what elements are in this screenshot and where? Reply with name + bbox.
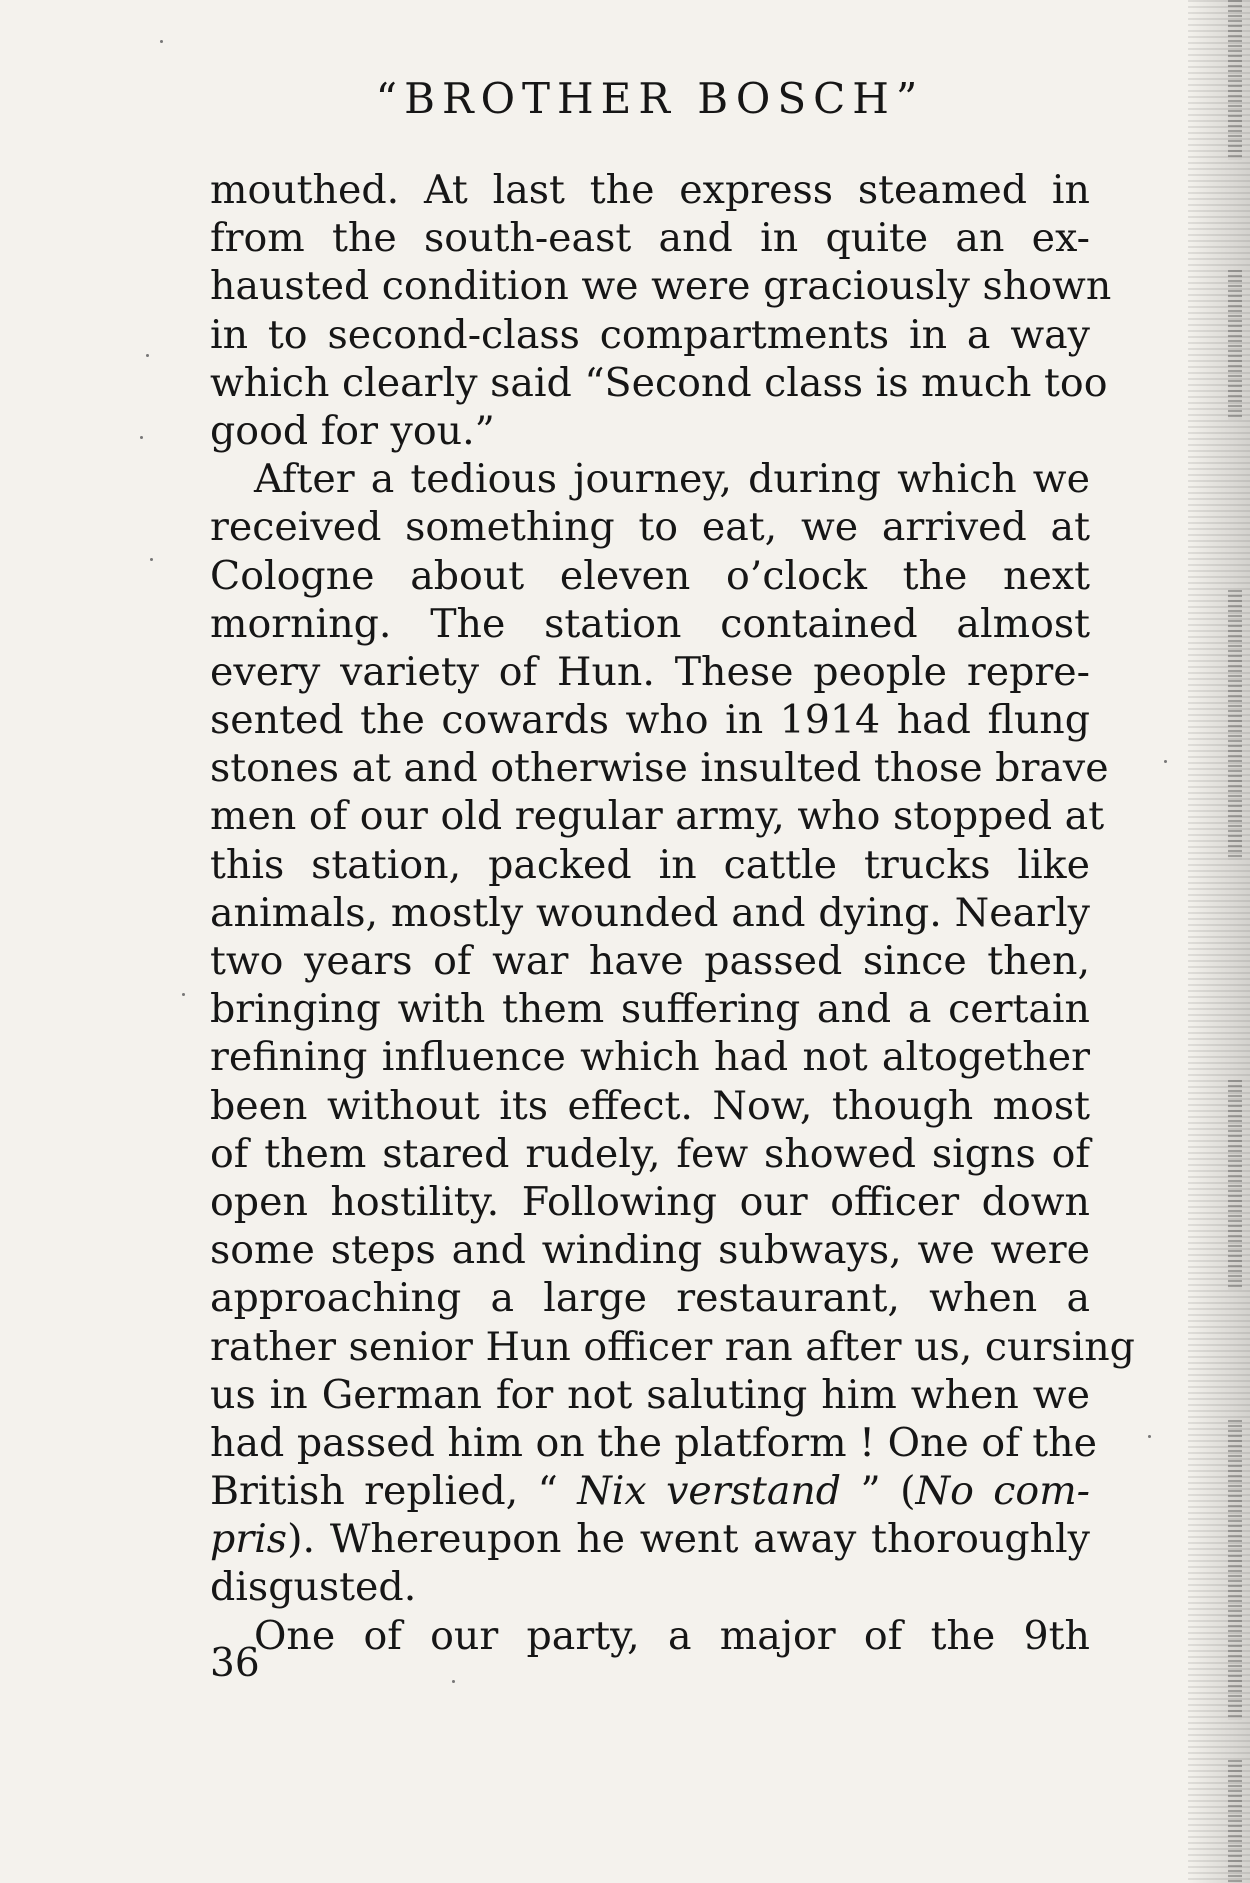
text-line: disgusted. [210,1564,417,1611]
text-line: us in German for not saluting him when we [210,1371,1090,1418]
text-line: morning. The station contained almost [210,600,1090,647]
text-line: of them stared rudely, few showed signs of [210,1130,1090,1177]
text-line: been without its effect. Now, though most [210,1082,1090,1129]
text-line: animals, mostly wounded and dying. Nearly [210,889,1090,936]
scan-speck [1164,760,1167,763]
text-line: bringing with them suffering and a certain [210,986,1090,1033]
text-line: two years of war have passed since then, [210,938,1090,984]
scanned-page-edge [1188,0,1250,1883]
edge-mark [1228,270,1242,420]
text-line: received something to eat, we arrived at [210,504,1090,551]
text-line: approaching a large restaurant, when a [210,1275,1090,1322]
page-number: 36 [210,1641,260,1686]
text-line: rather senior Hun officer ran after us, cursing [210,1323,1135,1370]
text-line: this station, packed in cattle trucks like [210,841,1090,888]
paragraph-1 [210,166,1112,455]
scan-speck [160,40,163,43]
text-line: Cologne about eleven o’clock the next [210,552,1090,599]
text-line: good for you.” [210,407,495,454]
text-line: in to second-class compartments in a way [210,311,1090,358]
text-line-with-italics [210,1467,1090,1515]
edge-mark [1228,0,1242,160]
scan-speck [140,436,143,439]
italic-run: No com- [915,1468,1090,1515]
italic-run: pris [210,1516,288,1563]
text-line: mouthed. At last the express steamed in [210,167,1090,213]
text-line: some steps and winding subways, we were [210,1227,1090,1274]
running-head: “BROTHER BOSCH” [375,74,925,123]
edge-mark [1228,1420,1242,1720]
text-line: sented the cowards who in 1914 had flung [210,697,1090,744]
paragraph-3 [210,1612,1090,1660]
text-line: One of our party, a major of the 9th [254,1612,1090,1659]
edge-mark [1228,1760,1242,1883]
edge-mark [1228,1080,1242,1290]
italic-run: Nix verstand [577,1468,842,1515]
text-line: which clearly said “Second class is much too [210,359,1108,406]
text-line: stones at and otherwise insulted those brave [210,745,1109,792]
text-line: hausted condition we were graciously shown [210,263,1112,310]
text-line: refining influence which had not altogether [210,1034,1090,1081]
text-line: After a tedious journey, during which we [254,456,1090,503]
scan-speck [182,993,185,996]
scan-speck [452,1680,455,1683]
paragraph-2 [210,455,1135,1612]
text-run: British replied, “ [210,1468,578,1515]
scan-speck [150,558,153,561]
scan-speck [146,354,149,357]
text-line: every variety of Hun. These people repre- [210,648,1090,695]
text-line: men of our old regular army, who stopped at [210,793,1105,840]
text-run: ). Whereupon he went away thoroughly [287,1516,1090,1563]
edge-mark [1228,590,1242,860]
text-line: had passed him on the platform ! One of the [210,1419,1097,1466]
scan-speck [1148,1435,1151,1438]
text-run: ” ( [841,1468,916,1515]
text-line-with-italics [210,1515,1090,1563]
text-line: from the south-east and in quite an ex- [210,215,1090,262]
text-line: open hostility. Following our officer down [210,1178,1090,1225]
body-text [210,166,1135,1660]
